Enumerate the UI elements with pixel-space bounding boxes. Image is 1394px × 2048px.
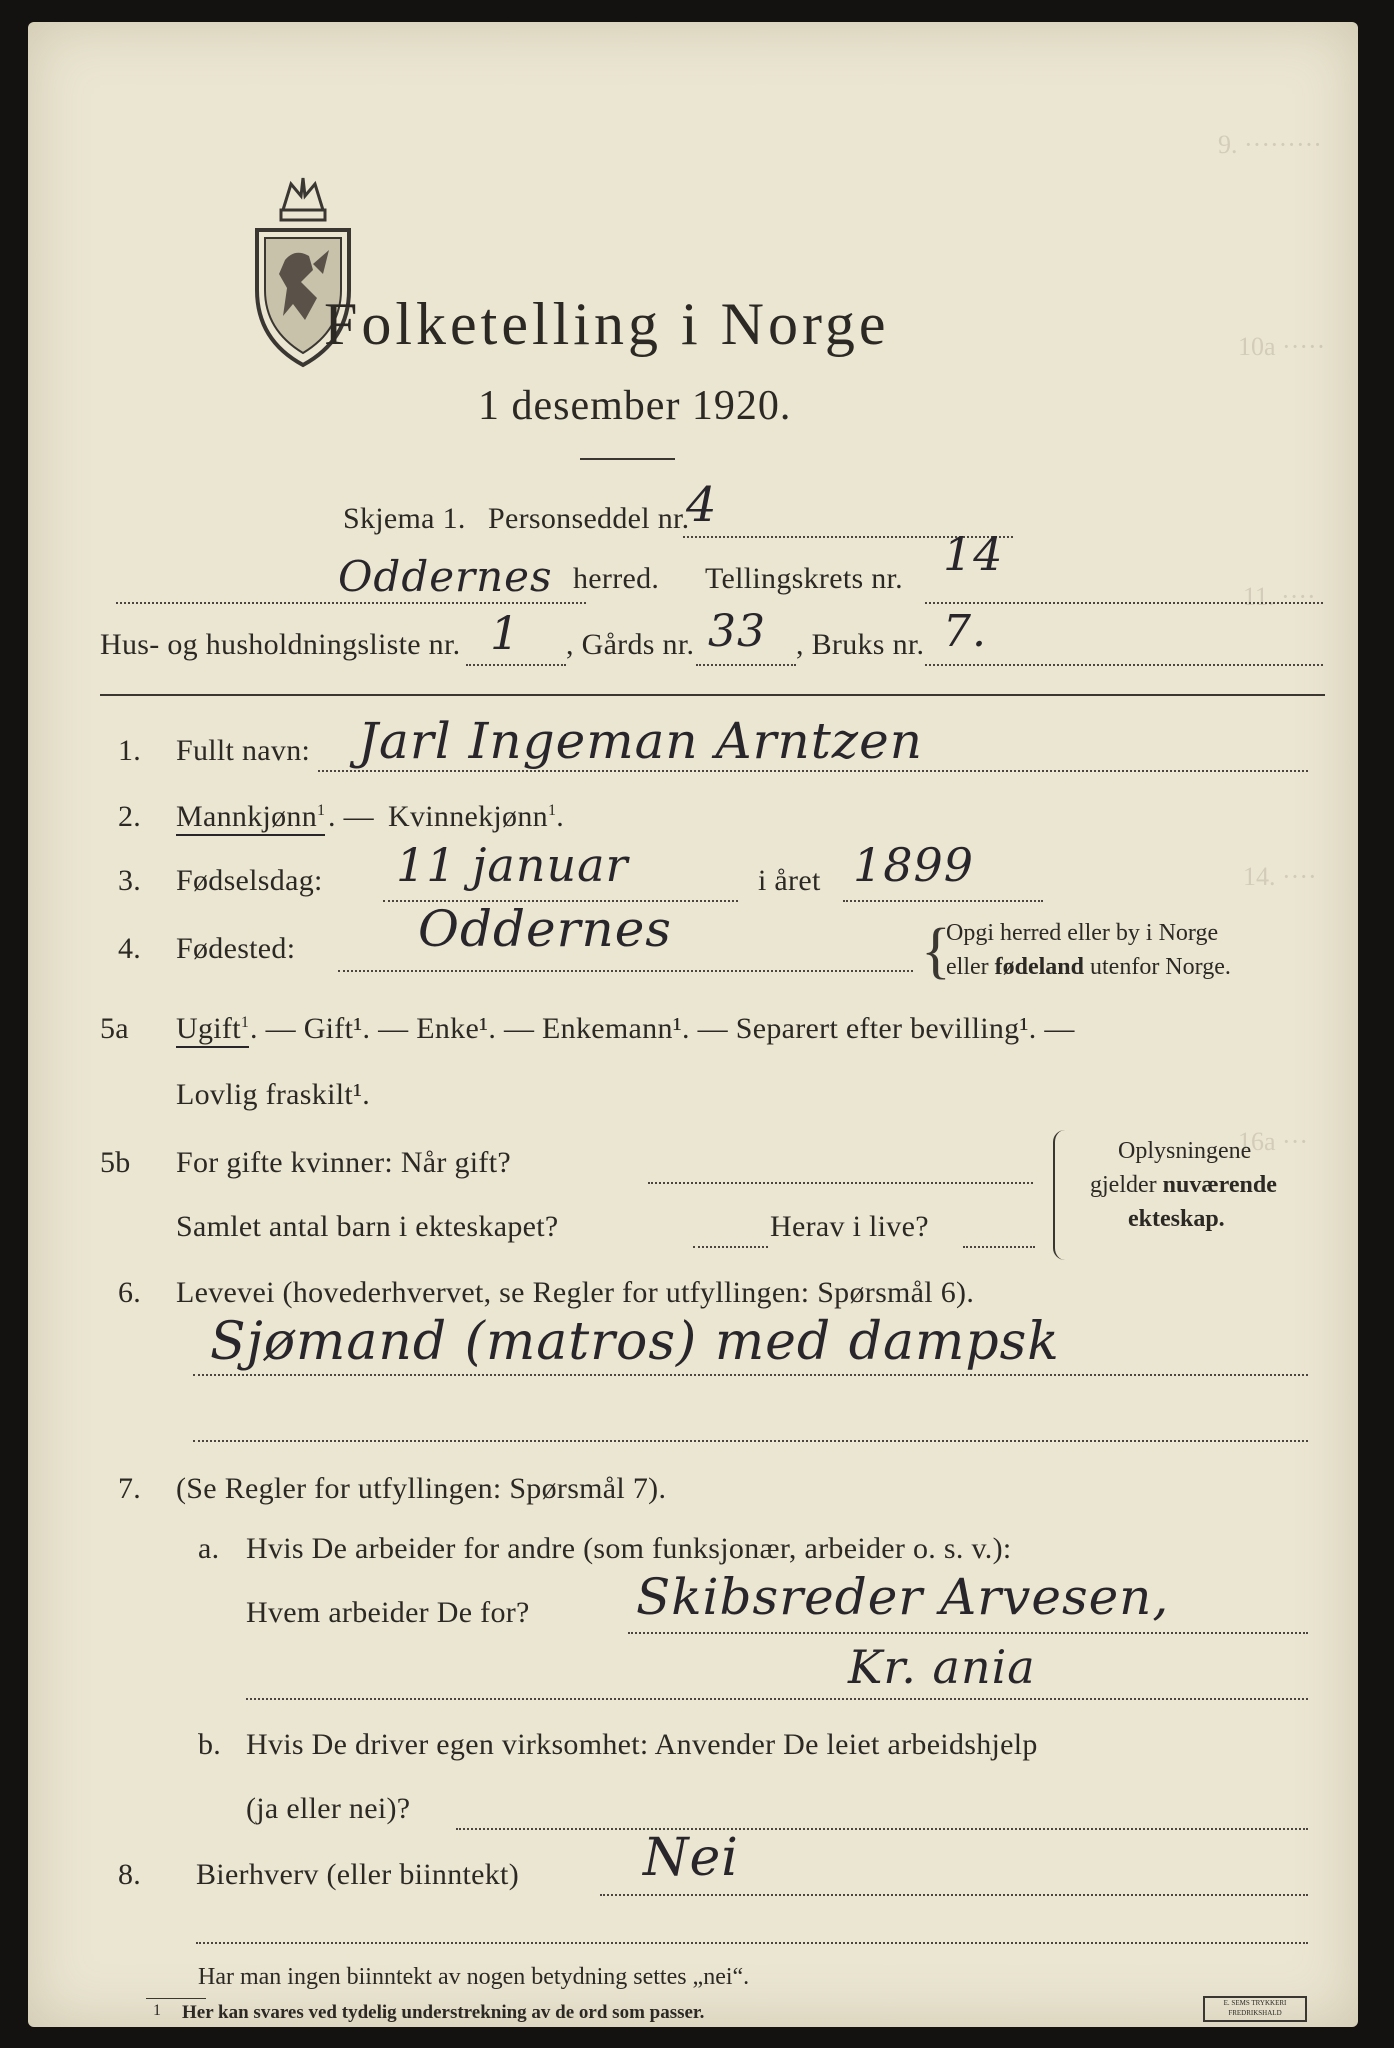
full-name-value: Jarl Ingeman Arntzen (358, 712, 923, 770)
bleed-through: 11. ···· (1243, 582, 1316, 611)
hus-label: Hus- og husholdningsliste nr. (100, 628, 461, 661)
bruks-line (925, 664, 1323, 666)
birthday-value: 11 januar (396, 838, 629, 892)
q7a-line2: Hvem arbeider De for? (246, 1596, 530, 1629)
side-income-value: Nei (643, 1828, 739, 1888)
q5b-note-line2: gjelder nuværende (1090, 1172, 1277, 1198)
gards-line (696, 664, 796, 666)
q4-number: 4. (118, 932, 142, 965)
when-married-line (648, 1182, 1033, 1184)
herred-line (116, 602, 586, 604)
employer-line2 (246, 1698, 1308, 1700)
q1-line (318, 770, 1308, 772)
birthplace-value: Oddernes (418, 900, 672, 958)
tellingskrets-line (925, 602, 1323, 604)
q7-number: 7. (118, 1472, 142, 1505)
printer-line2: FREDRIKSHALD (1228, 2009, 1282, 2017)
bleed-through: 14. ···· (1243, 862, 1317, 891)
children-label: Samlet antal barn i ekteskapet? (176, 1210, 559, 1243)
q4-line (338, 970, 913, 972)
personseddel-label: Personseddel nr. (488, 502, 690, 535)
gards-label: , Gårds nr. (566, 628, 695, 661)
q5b-note-line1: Oplysningene (1118, 1138, 1252, 1164)
when-married-label: For gifte kvinner: Når gift? (176, 1146, 511, 1179)
q8-line (600, 1894, 1308, 1896)
q3-label: Fødselsdag: (176, 864, 323, 897)
census-form (28, 22, 1358, 2027)
q7-label: (Se Regler for utfyllingen: Spørsmål 7). (176, 1472, 667, 1505)
q6-number: 6. (118, 1276, 142, 1309)
hus-line (466, 664, 566, 666)
q7b-line2: (ja eller nei)? (246, 1792, 411, 1825)
tellingskrets-value: 14 (943, 527, 1004, 581)
marital-options: . — Gift¹. — Enke¹. — Enkemann¹. — Separert efter bevilling¹. — (250, 1012, 1075, 1045)
herred-value: Oddernes (338, 552, 553, 601)
q7b-number: b. (198, 1728, 222, 1761)
q5b-note-line3: ekteskap. (1128, 1206, 1225, 1232)
q7b-line1: Hvis De driver egen virksomhet: Anvender De leiet arbeidshjelp (246, 1728, 1038, 1761)
footer-note: Har man ingen biinntekt av nogen betydning settes „nei“. (198, 1964, 750, 1990)
skjema-label: Skjema 1. (343, 502, 466, 535)
printer-stamp (1203, 1996, 1307, 2022)
herred-label: herred. (573, 562, 660, 595)
children-line (693, 1246, 768, 1248)
gards-value: 33 (708, 606, 766, 657)
q8-label: Bierhverv (eller biinntekt) (196, 1858, 519, 1891)
bleed-through: 10a ····· (1238, 332, 1326, 361)
bleed-through: 16a ··· (1238, 1127, 1309, 1156)
personseddel-value: 4 (686, 477, 718, 533)
hired-help-line (456, 1828, 1308, 1830)
q4-label: Fødested: (176, 932, 296, 965)
q8-number: 8. (118, 1858, 142, 1891)
q2-separator: . — (328, 800, 374, 833)
footnote-number: 1 (153, 2002, 161, 2019)
q4-note-line2: eller fødeland utenfor Norge. (946, 954, 1231, 980)
unmarried-option: Ugift$^1$ (176, 1012, 249, 1048)
alive-line (963, 1246, 1035, 1248)
q5a-number: 5a (100, 1012, 129, 1045)
alive-label: Herav i live? (770, 1210, 929, 1243)
employer-value: Skibsreder Arvesen, (636, 1568, 1170, 1626)
q5b-number: 5b (100, 1146, 131, 1179)
q1-label: Fullt navn: (176, 734, 311, 767)
form-title: Folketelling i Norge (324, 291, 890, 357)
divorced-option: Lovlig fraskilt¹. (176, 1078, 371, 1111)
q7a-line1: Hvis De arbeider for andre (som funksjonær, arbeider o. s. v.): (246, 1532, 1012, 1565)
year-line (843, 900, 1043, 902)
female-option: Kvinnekjønn$^1$. (388, 800, 565, 833)
employer-place-value: Kr. ania (848, 1640, 1036, 1694)
male-option: Mannkjønn$^1$ (176, 800, 325, 836)
header-divider (100, 694, 1325, 696)
bruks-value: 7. (943, 606, 987, 657)
q6-line2 (193, 1440, 1308, 1442)
q2-number: 2. (118, 800, 142, 833)
q6-line1 (193, 1374, 1308, 1376)
title-divider (580, 458, 675, 460)
q8-line2 (196, 1942, 1308, 1944)
hus-value: 1 (490, 606, 521, 660)
employer-line1 (628, 1632, 1308, 1634)
printer-line1: E. SEMS TRYKKERI (1223, 1999, 1287, 2007)
tellingskrets-label: Tellingskrets nr. (705, 562, 903, 595)
form-date: 1 desember 1920. (478, 383, 792, 429)
q3-number: 3. (118, 864, 142, 897)
q5b-brace (1053, 1130, 1075, 1260)
bruks-label: , Bruks nr. (796, 628, 925, 661)
year-label: i året (758, 864, 821, 897)
birth-year-value: 1899 (853, 838, 975, 892)
q6-label: Levevei (hovederhvervet, se Regler for utfyllingen: Spørsmål 6). (176, 1276, 975, 1309)
footnote-rule (146, 1998, 206, 1999)
bleed-through: 9. ········· (1218, 130, 1322, 159)
footnote-text: Her kan svares ved tydelig understrekning av de ord som passer. (182, 2002, 705, 2023)
q4-note-line1: Opgi herred eller by i Norge (946, 920, 1219, 946)
occupation-value: Sjømand (matros) med dampsk (210, 1312, 1060, 1372)
q4-brace: { (921, 917, 951, 985)
q7a-number: a. (198, 1532, 220, 1565)
q1-number: 1. (118, 734, 142, 767)
